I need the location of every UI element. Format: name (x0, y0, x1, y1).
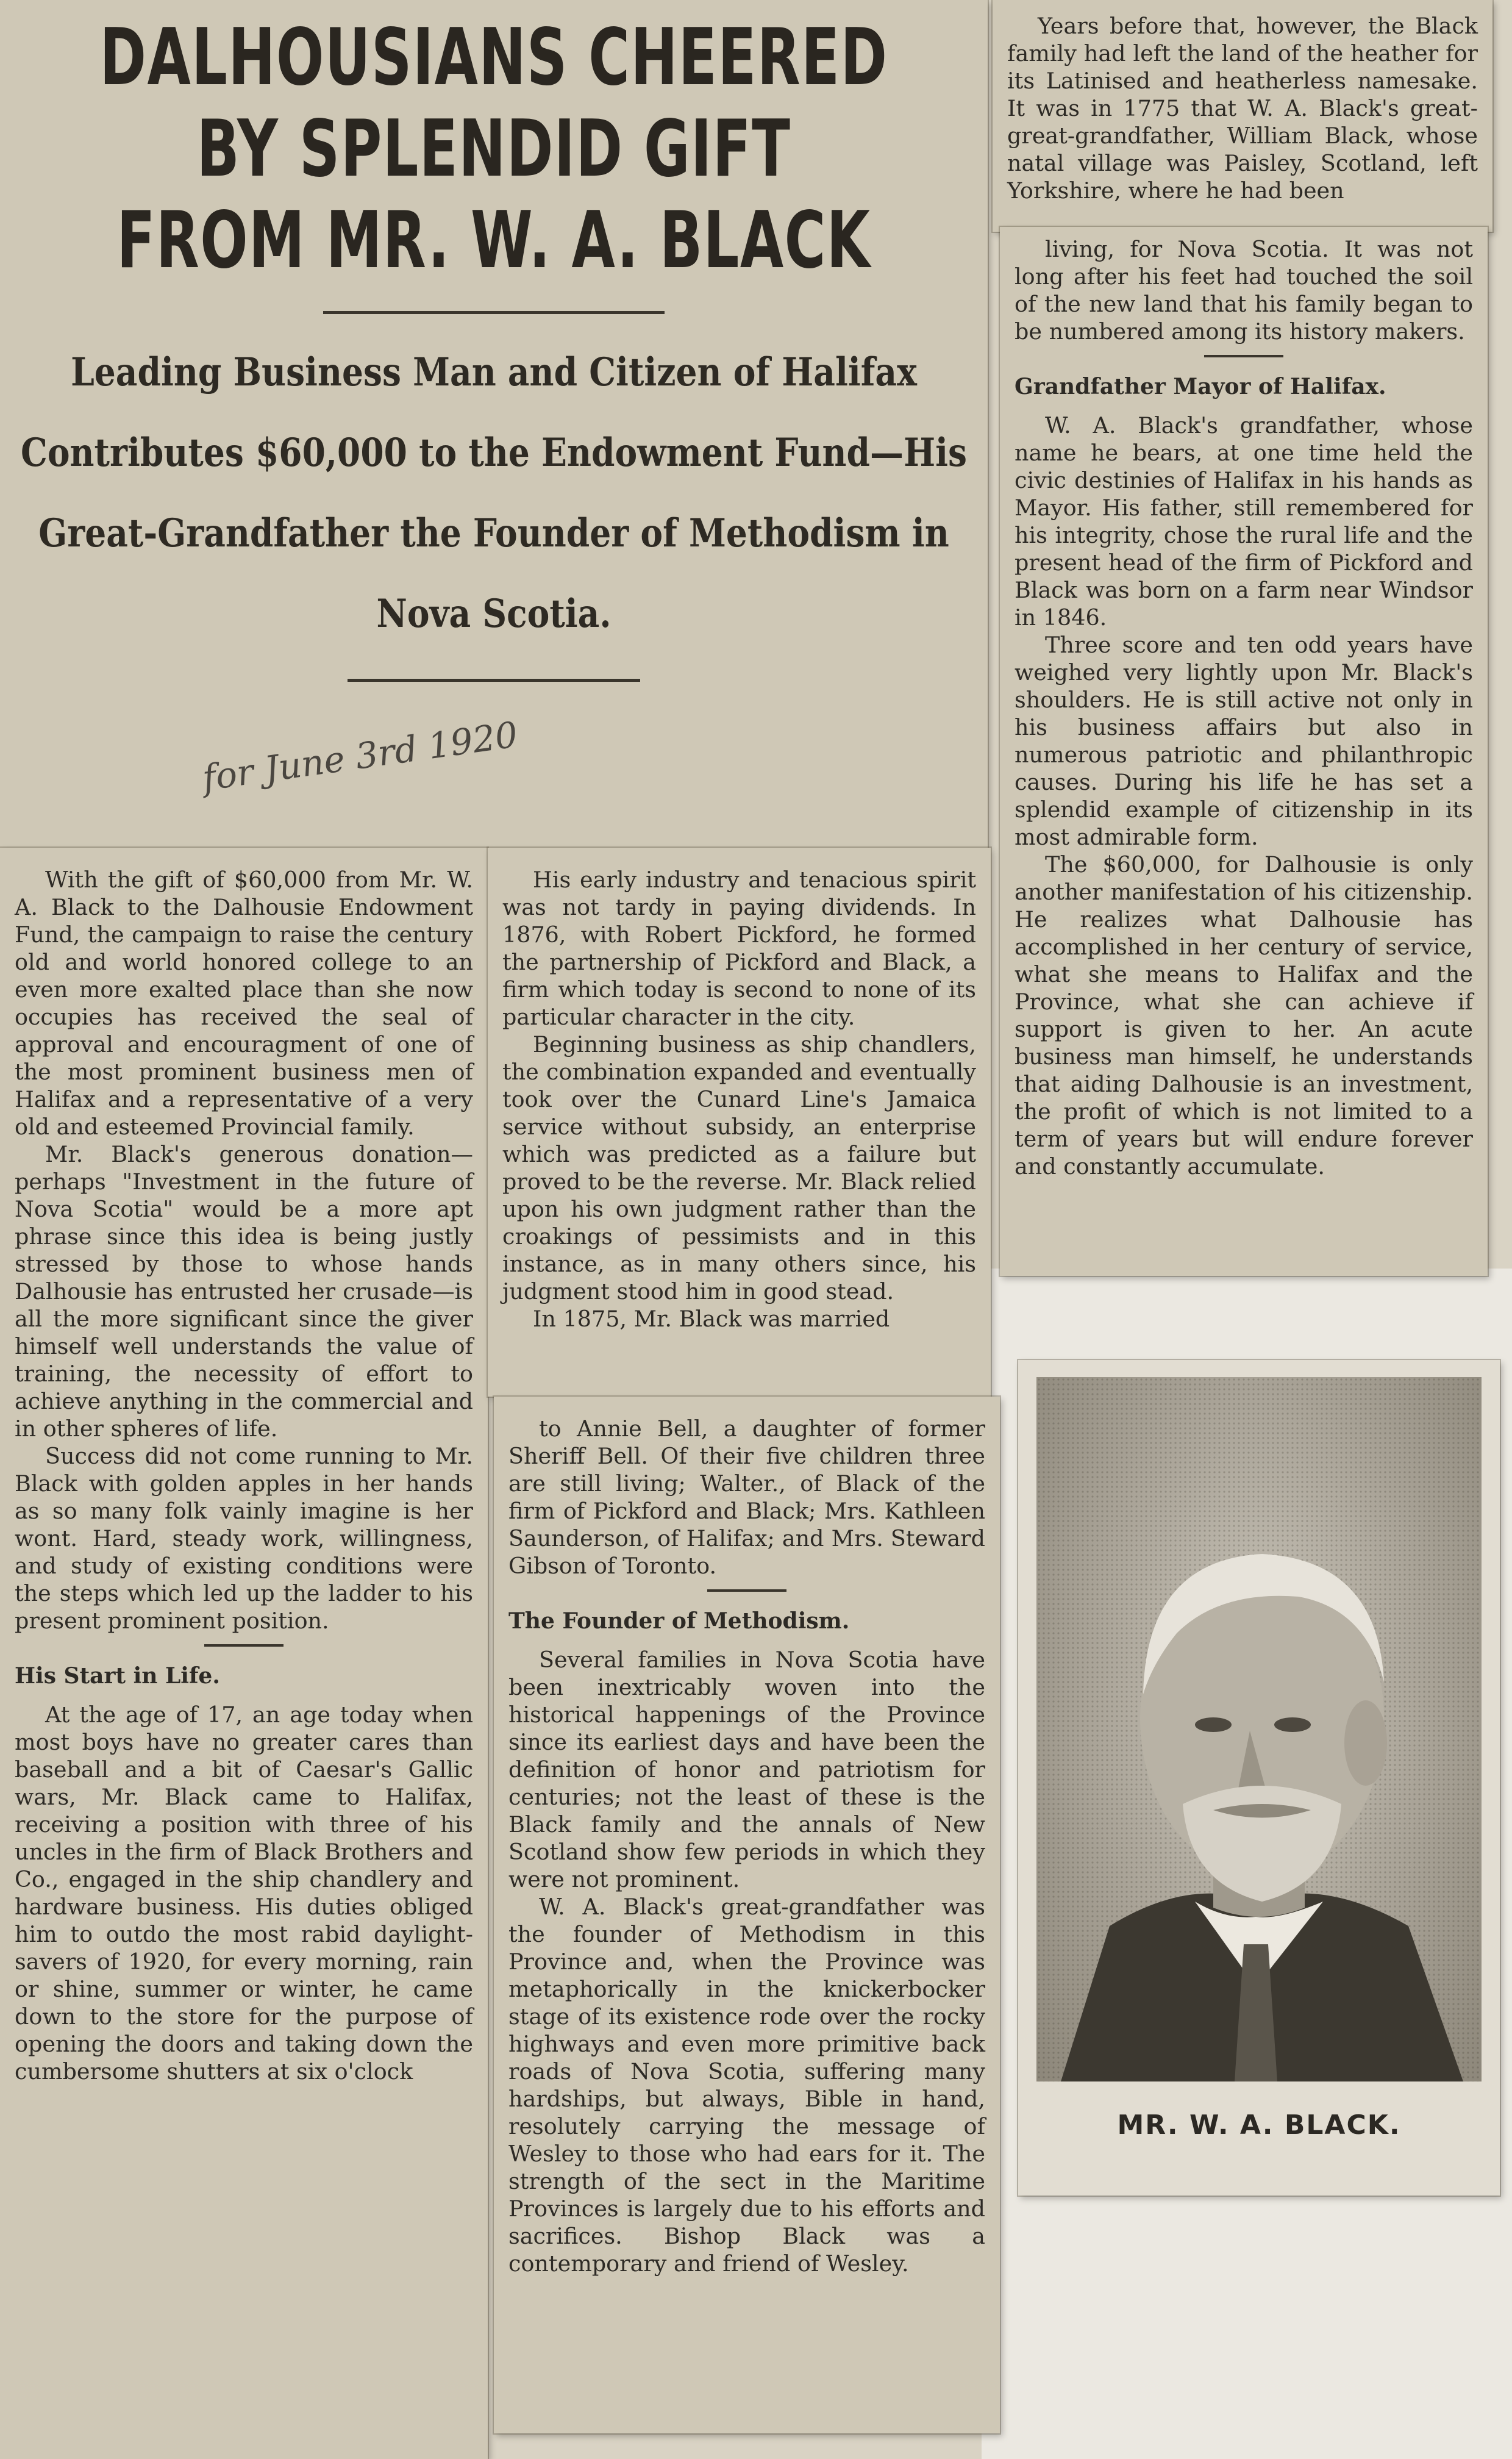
paragraph: to Annie Bell, a daughter of former Sheriff Bell. Of their five children three are still living; Walter., of Black of the firm of Pickford and Black; Mrs. Kathleen Saunderson, of Halifax; and Mrs. Steward Gibson of Toronto. (508, 1416, 985, 1579)
paragraph: At the age of 17, an age today when most boys have no greater cares than baseball and a bit of Caesar's Gallic wars, Mr. Black came to Halifax, receiving a position with three of his uncles in the firm of Black Brothers and Co., engaged in the ship chandlery and hardware business. His duties obliged him to outdo the most rabid daylight-savers of 1920, for every morning, rain or shine, summer or winter, he came down to the store for the purpose of opening the doors and taking down the cumbersome shutters at six o'clock (15, 1702, 473, 2085)
paragraph: Mr. Black's generous donation—perhaps "Investment in the future of Nova Scotia" would be a more apt phrase since this idea is being justly stressed by those to whose hands Dalhousie has entrusted her crusade—is all the more significant since the giver himself well understands the value of training, the necessity of effort to achieve anything in the commercial and in other spheres of life. (15, 1141, 473, 1442)
title-clipping (0, 0, 988, 848)
paragraph: Success did not come running to Mr. Black with golden apples in her hands as so many folk vainly imagine is her wont. Hard, steady work, willingness, and study of existing conditions were the steps which led up the ladder to his present prominent position. (15, 1443, 473, 1634)
section-heading: His Start in Life. (15, 1663, 220, 1689)
paragraph: His early industry and tenacious spirit was not tardy in paying dividends. In 1876, with Robert Pickford, he formed the partnership of Pickford and Black, a firm which today is second to none of its particular character in the city. (502, 867, 976, 1030)
column-1-text (0, 848, 488, 2085)
column-2-bottom-clipping (494, 1397, 1000, 2433)
column-3-top-text (993, 0, 1492, 204)
column-2-top-text (488, 848, 991, 1333)
paragraph: Beginning business as ship chandlers, the combination expanded and eventually took over the Cunard Line's Jamaica service without subsidy, an enterprise which was predicted as a failure but proved to be the reverse. Mr. Black relied upon his own judgment rather than the croakings of pessimists and in this instance, as in many others since, his judgment stood him in good stead. (502, 1031, 976, 1305)
subheadline-deck: Leading Business Man and Citizen of Halifax Contributes $60,000 to the Endowment Fund—His Great-Grandfather the Founder of Methodism in Nova Scotia. (21, 349, 967, 637)
section-rule (1204, 355, 1283, 357)
column-2-bottom-text (494, 1397, 1000, 2277)
headline: DALHOUSIANS CHEERED BY SPLENDID GIFT FROM MR. W. A. BLACK (99, 12, 888, 286)
section-heading: The Founder of Methodism. (508, 1608, 850, 1634)
column-1-clipping (0, 848, 488, 2459)
column-3-bottom-text (1000, 227, 1488, 1180)
deck-rule (348, 679, 640, 682)
portrait-clipping (1018, 1360, 1500, 2196)
column-3-top-clipping (993, 0, 1492, 232)
portrait-photo (1036, 1377, 1482, 2081)
section-heading: Grandfather Mayor of Halifax. (1015, 374, 1386, 399)
paragraph: With the gift of $60,000 from Mr. W. A. Black to the Dalhousie Endowment Fund, the campaign to raise the century old and world honored college to an even more exalted place than she now occupies has received the seal of approval and encouragment of one of the most prominent business men of Halifax and a representative of a very old and esteemed Provincial family. (15, 867, 473, 1140)
column-3-bottom-clipping (1000, 227, 1488, 1276)
paragraph: Years before that, however, the Black family had left the land of the heather for its Latinised and heatherless namesake. It was in 1775 that W. A. Black's great-great-grandfather, William Black, whose natal village was Paisley, Scotland, left Yorkshire, where he had been (1007, 13, 1478, 204)
headline-rule (323, 311, 665, 314)
paragraph: living, for Nova Scotia. It was not long after his feet had touched the soil of the new land that his family began to be numbered among its history makers. (1015, 236, 1473, 345)
paragraph: The $60,000, for Dalhousie is only another manifestation of his citizenship. He realizes what Dalhousie has accomplished in her century of service, what she means to Halifax and the Province, what she can achieve if support is given to her. An acute business man himself, he understands that aiding Dalhousie is an investment, the profit of which is not limited to a term of years but will endure forever and constantly accumulate. (1015, 851, 1473, 1179)
paragraph: W. A. Black's grandfather, whose name he bears, at one time held the civic destinies of Halifax in his hands as Mayor. His father, still remembered for his integrity, chose the rural life and the present head of the firm of Pickford and Black was born on a farm near Windsor in 1846. (1015, 412, 1473, 631)
column-2-top-clipping (488, 848, 991, 1397)
paragraph: W. A. Black's great-grandfather was the founder of Methodism in this Province and, when the Province was metaphorically in the knickerbocker stage of its existence rode over the rocky highways and even more primitive back roads of Nova Scotia, suffering many hardships, but always, Bible in hand, resolutely carrying the message of Wesley to those who had ears for it. The strength of the sect in the Maritime Provinces is largely due to his efforts and sacrifices. Bishop Black was a contemporary and friend of Wesley. (508, 1894, 985, 2277)
handwritten-date-note: for June 3rd 1920 (199, 714, 521, 799)
photo-caption: MR. W. A. BLACK. (1117, 2110, 1401, 2141)
paragraph: Several families in Nova Scotia have been inextricably woven into the historical happenings of the Province since its earliest days and have been the definition of honor and patriotism for centuries; not the least of these is the Black family and the annals of New Scotland show few periods in which they were not prominent. (508, 1647, 985, 1892)
section-rule (707, 1589, 786, 1592)
portrait-illustration (1036, 1377, 1482, 2081)
section-rule (204, 1644, 284, 1647)
paragraph: Three score and ten odd years have weighed very lightly upon Mr. Black's shoulders. He is still active not only in his business affairs but also in numerous patriotic and philanthropic causes. During his life he has set a splendid example of citizenship in its most admirable form. (1015, 632, 1473, 850)
paragraph: In 1875, Mr. Black was married (533, 1306, 890, 1332)
